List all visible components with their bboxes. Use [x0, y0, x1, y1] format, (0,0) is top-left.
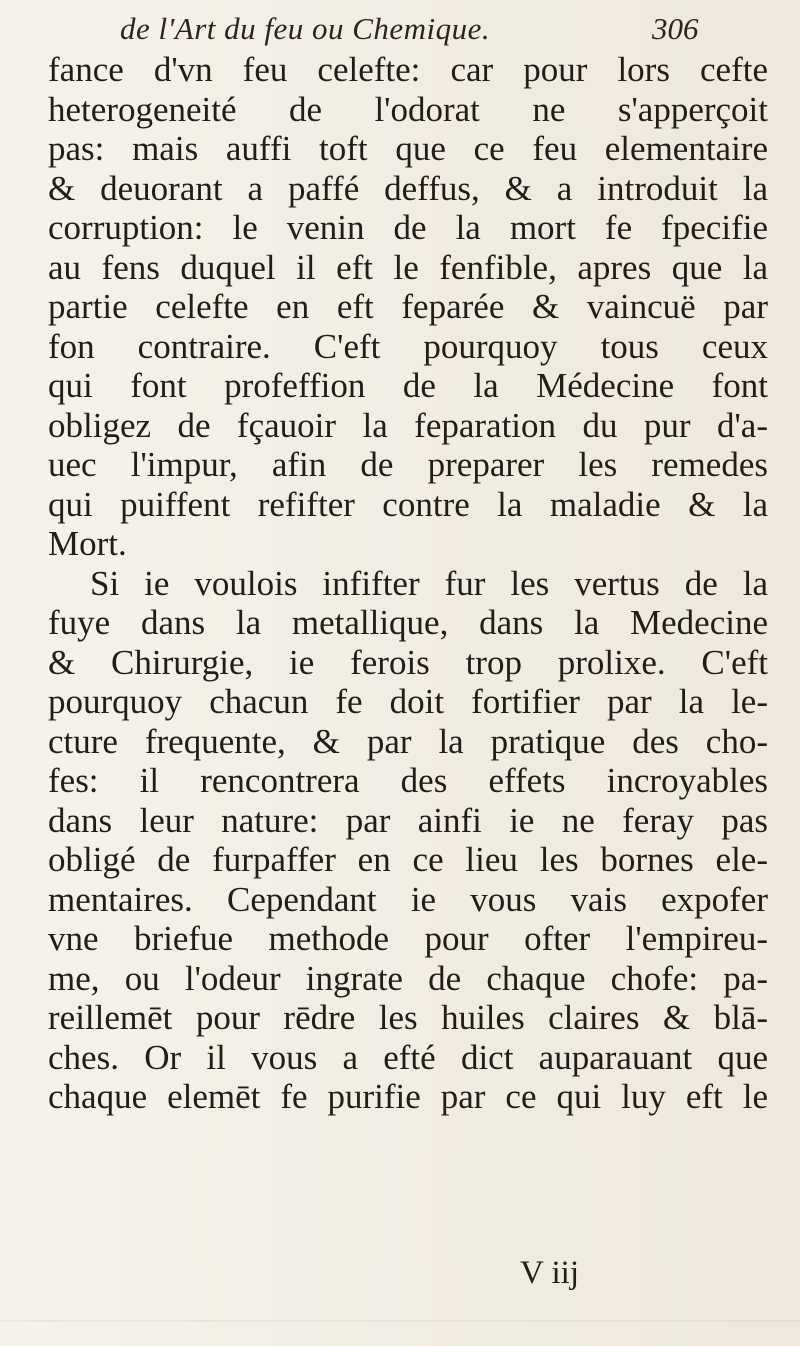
text-line: heterogeneité de l'odorat ne s'apperçoit	[48, 89, 768, 129]
text-line: uec l'impur, afin de preparer les remedes	[48, 445, 768, 484]
text-line: fon contraire. C'eft pourquoy tous ceux	[48, 326, 768, 366]
text-line: mentaires. Cependant ie vous vais expofer	[48, 879, 768, 919]
text-line: obligé de furpaffer en ce lieu les bornes ele-	[48, 840, 768, 879]
page-number: 306	[652, 11, 699, 46]
text-line: dans leur nature: par ainfi ie ne feray pas	[48, 800, 768, 840]
text-line: obligez de fçauoir la feparation du pur d'a-	[48, 405, 768, 445]
text-line: chaque elemēt fe purifie par ce qui luy eft le	[48, 1077, 768, 1116]
text-line: fance d'vn feu celefte: car pour lors cefte	[48, 50, 768, 89]
text-line: vne briefue methode pour ofter l'empireu-	[48, 919, 768, 958]
text-line: pourquoy chacun fe doit fortifier par la le-	[48, 682, 768, 721]
text-line: qui puiffent refifter contre la maladie & la	[48, 484, 768, 524]
text-line: reillemēt pour rēdre les huiles claires & blā-	[48, 998, 768, 1037]
paragraph-end-line: Mort.	[48, 524, 127, 563]
text-line: partie celefte en eft feparée & vaincuë par	[48, 287, 768, 326]
text-line: pas: mais auffi toft que ce feu elementaire	[48, 129, 768, 168]
text-line: cture frequente, & par la pratique des cho-	[48, 721, 768, 761]
paragraph-start-line: Si ie voulois infifter fur les vertus de la	[90, 563, 768, 603]
page-crease	[0, 1320, 800, 1322]
text-line: ches. Or il vous a efté dict auparauant que	[48, 1037, 768, 1077]
text-line: fes: il rencontrera des effets incroyables	[48, 761, 768, 800]
text-line: au fens duquel il eft le fenfible, apres que la	[48, 247, 768, 287]
body-text	[48, 50, 768, 1117]
text-line: qui font profeffion de la Médecine font	[48, 366, 768, 405]
text-line: fuye dans la metallique, dans la Medecine	[48, 603, 768, 642]
text-line: corruption: le venin de la mort fe fpecifie	[48, 208, 768, 247]
signature-mark: V iij	[520, 1255, 579, 1291]
running-head: de l'Art du feu ou Chemique.	[120, 11, 491, 46]
text-line: & deuorant a paffé deffus, & a introduit la	[48, 168, 768, 208]
text-line: me, ou l'odeur ingrate de chaque chofe: pa-	[48, 958, 768, 998]
text-line: & Chirurgie, ie ferois trop prolixe. C'eft	[48, 642, 768, 682]
